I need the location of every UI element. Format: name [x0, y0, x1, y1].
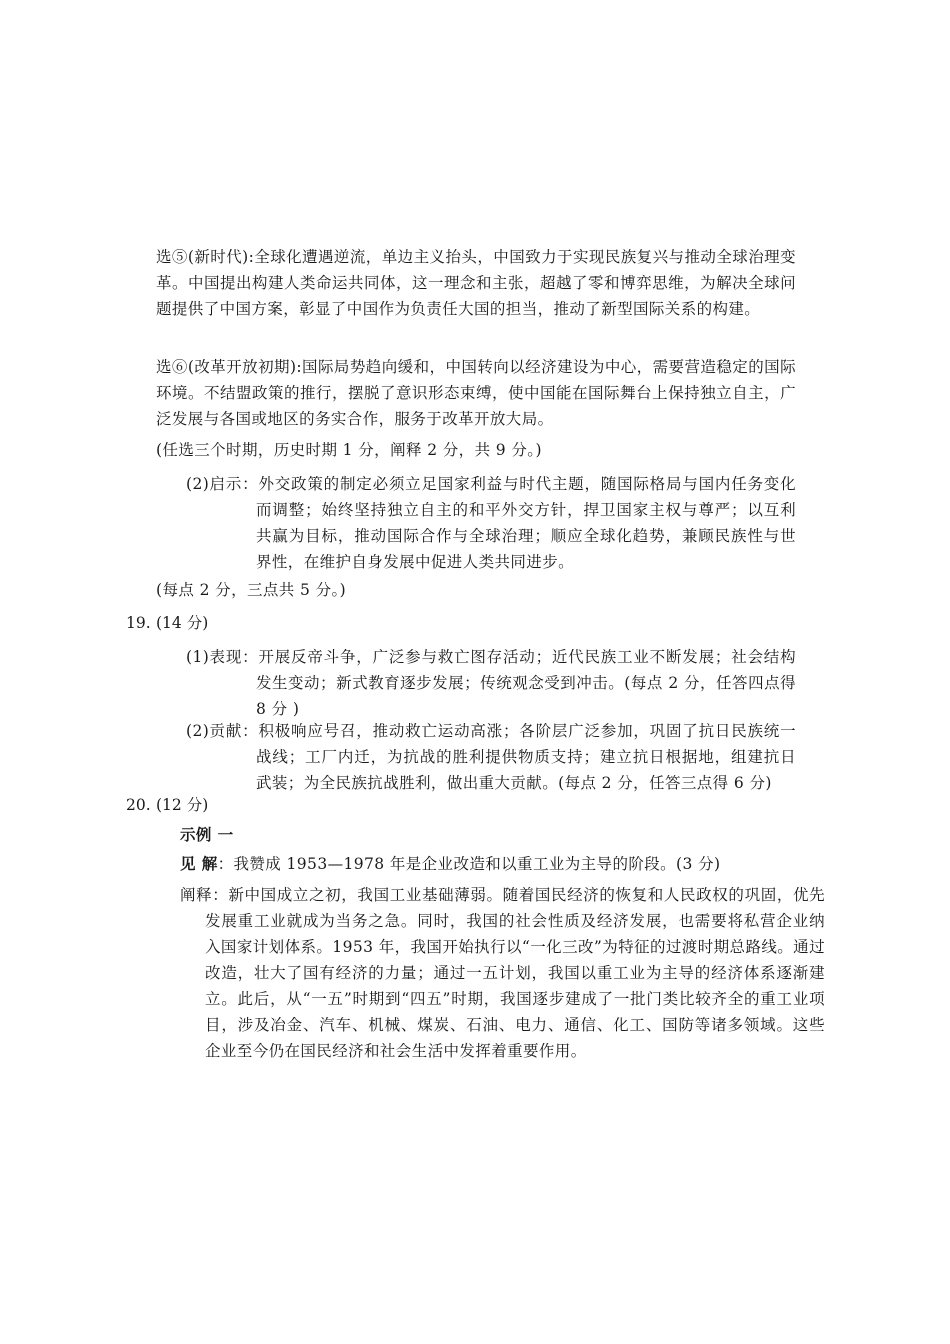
- view-statement: [180, 851, 780, 877]
- view-label: 见 解: [180, 855, 218, 873]
- paragraph-enlightenment: (2)启示：外交政策的制定必须立足国家利益与时代主题，随国际格局与国内任务变化而调整；始终坚持独立自主的和平外交方针，捍卫国家主权与尊严；以互利共赢为目标，推动国际合作与全球治理；顺应全球化趋势，兼顾民族性与世界性，在维护自身发展中促进人类共同进步。: [186, 475, 796, 571]
- view-text: ：我赞成 1953—1978 年是企业改造和以重工业为主导的阶段。(3 分): [217, 855, 721, 873]
- scoring-note-2: (每点 2 分，三点共 5 分。): [156, 581, 347, 599]
- question-19-answer-1: (1)表现：开展反帝斗争，广泛参与救亡图存活动；近代民族工业不断发展；社会结构发生变动；新式教育逐步发展；传统观念受到冲击。(每点 2 分，任答四点得 8 分 ): [186, 648, 796, 718]
- paragraph-reform-era: 选⑥(改革开放初期):国际局势趋向缓和，中国转向以经济建设为中心，需要营造稳定的国际环境。不结盟政策的推行，摆脱了意识形态束缚，使中国能在国际舞台上保持独立自主，广泛发展与各国或地区的务实合作，服务于改革开放大局。: [156, 358, 796, 428]
- scoring-note-1: (任选三个时期，历史时期 1 分，阐释 2 分，共 9 分。): [156, 441, 542, 459]
- question-19-score: (14 分): [156, 614, 209, 632]
- explanation-paragraph: 阐释：新中国成立之初，我国工业基础薄弱。随着国民经济的恢复和人民政权的巩固，优先发展重工业就成为当务之急。同时，我国的社会性质及经济发展，也需要将私营企业纳入国家计划体系。1953 年，我国开始执行以“一化三改”为特征的过渡时期总路线。通过改造，壮大了国有经济的力量；通过一五计划，我国以重工业为主导的经济体系逐渐建立。此后，从“一五”时期到“四五”时期，我国逐步建成了一批门类比较齐全的重工业项目，涉及冶金、汽车、机械、煤炭、石油、电力、通信、化工、国防等诸多领域。这些企业至今仍在国民经济和社会生活中发挥着重要作用。: [180, 886, 825, 1060]
- question-19-answer-2: (2)贡献：积极响应号召，推动救亡运动高涨；各阶层广泛参加，巩固了抗日民族统一战线；工厂内迁，为抗战的胜利提供物质支持；建立抗日根据地，组建抗日武装；为全民族抗战胜利，做出重大贡献。(每点 2 分，任答三点得 6 分): [186, 722, 796, 792]
- question-20-number: 20.: [126, 796, 151, 814]
- question-19-number: 19.: [126, 614, 151, 632]
- question-20-score: (12 分): [156, 796, 209, 814]
- example-title: 示例 一: [180, 826, 234, 844]
- paragraph-new-era: 选⑤(新时代):全球化遭遇逆流，单边主义抬头，中国致力于实现民族复兴与推动全球治理变革。中国提出构建人类命运共同体，这一理念和主张，超越了零和博弈思维，为解决全球问题提供了中国方案，彰显了中国作为负责任大国的担当，推动了新型国际关系的构建。: [156, 248, 796, 318]
